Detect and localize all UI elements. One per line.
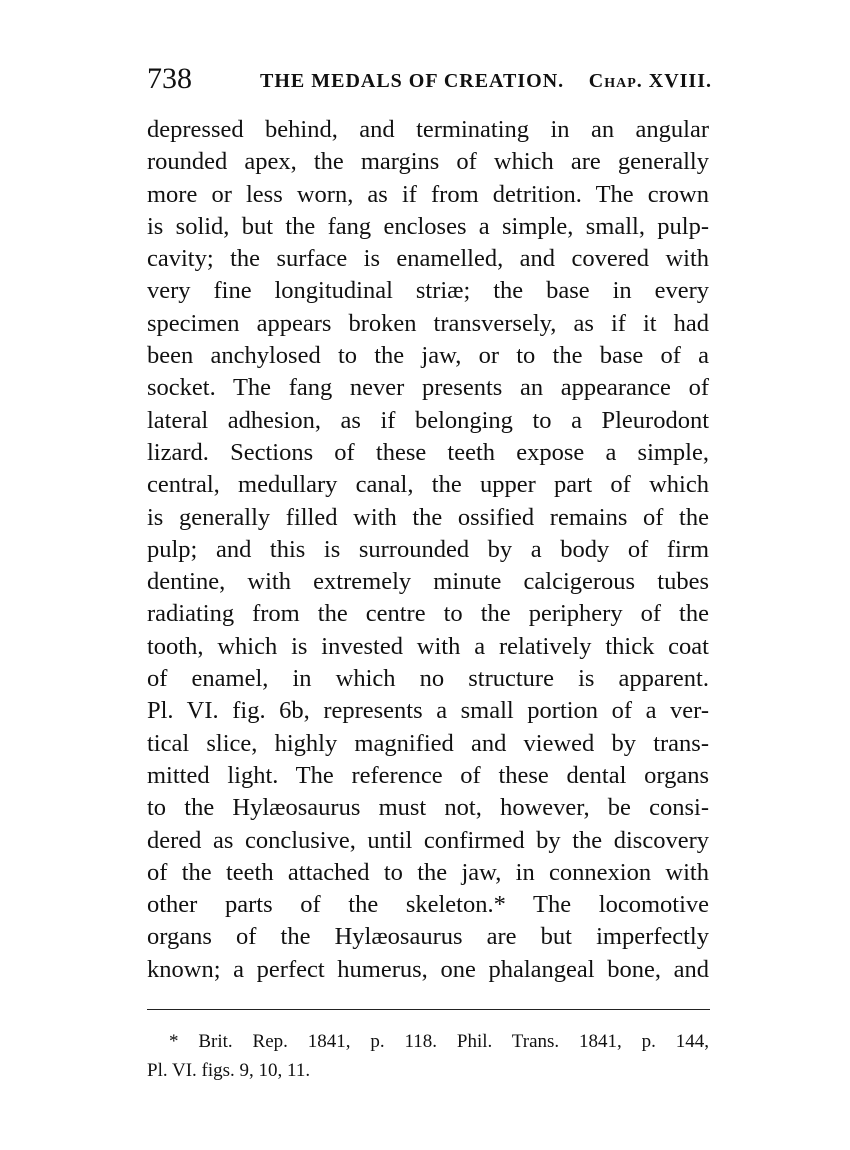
text-line: very fine longitudinal striæ; the base in every [147,277,709,305]
text-line: socket. The fang never presents an appearance of [147,374,709,402]
footnote [147,1027,709,1085]
footnote-rule [147,1009,710,1010]
running-title: THE MEDALS OF CREATION. [260,70,565,92]
text-line: tical slice, highly magnified and viewed by trans- [147,729,709,757]
text-line: to the Hylæosaurus must not, however, be consi- [147,794,709,822]
text-line: central, medullary canal, the upper part of which [147,471,709,499]
text-line: is generally filled with the ossified remains of the [147,503,709,531]
text-line: Pl. VI. fig. 6b, represents a small portion of a ver- [147,697,709,725]
text-line: known; a perfect humerus, one phalangeal bone, and [147,955,709,983]
text-line: dentine, with extremely minute calcigerous tubes [147,568,709,596]
text-line: depressed behind, and terminating in an angular [147,116,709,143]
text-line: lateral adhesion, as if belonging to a Pleurodont [147,406,709,434]
page-header [147,62,712,96]
text-line: mitted light. The reference of these dental organs [147,761,709,789]
text-line: pulp; and this is surrounded by a body of firm [147,535,709,563]
text-line: lizard. Sections of these teeth expose a simple, [147,438,709,466]
text-line: other parts of the skeleton.* The locomotive [147,891,709,919]
text-line: of enamel, in which no structure is apparent. [147,665,709,693]
text-line: is solid, but the fang encloses a simple, small, pulp- [147,212,709,240]
text-line: radiating from the centre to the periphery of the [147,600,709,628]
text-line: dered as conclusive, until confirmed by the discovery [147,826,709,854]
text-line: specimen appears broken transversely, as if it had [147,309,709,337]
footnote-line: Pl. VI. figs. 9, 10, 11. [147,1060,311,1081]
text-line: been anchylosed to the jaw, or to the base of a [147,342,709,370]
text-line: more or less worn, as if from detrition. The crown [147,180,709,208]
text-line: rounded apex, the margins of which are generally [147,148,709,176]
text-line: organs of the Hylæosaurus are but imperfectly [147,923,709,951]
chapter-label: Chap. XVIII. [588,70,712,92]
text-line: of the teeth attached to the jaw, in connexion with [147,858,709,886]
footnote-line: * Brit. Rep. 1841, p. 118. Phil. Trans. 1841, p. 144, [169,1031,709,1052]
text-line: cavity; the surface is enamelled, and covered with [147,245,709,273]
page-number: 738 [147,62,192,95]
body-text [147,114,709,986]
text-line: tooth, which is invested with a relatively thick coat [147,632,709,660]
